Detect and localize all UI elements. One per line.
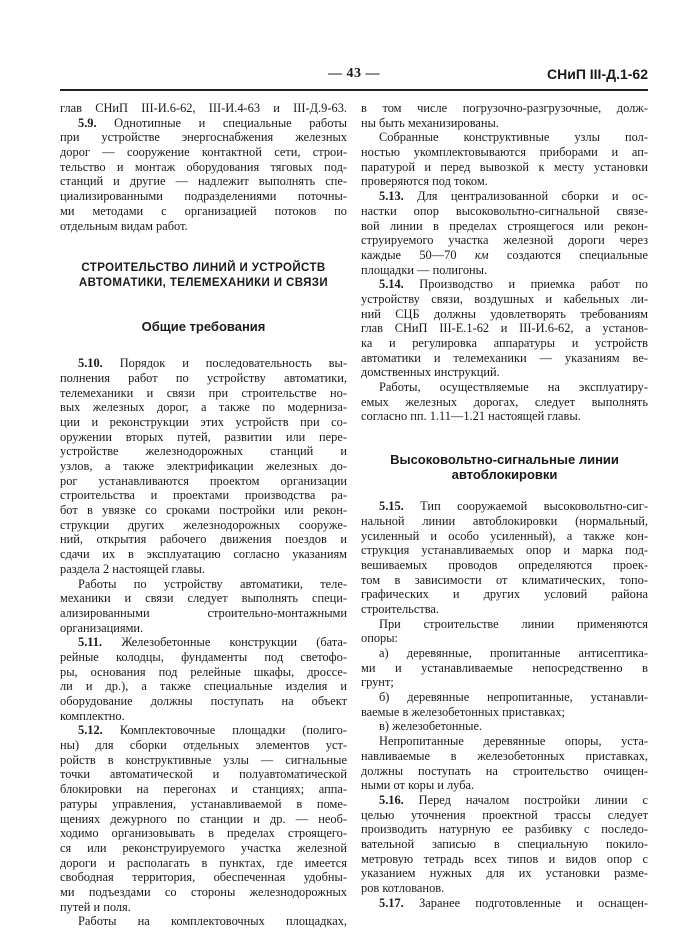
list-item: б) деревянные непропитанные, устанавли- ваемые в железобетонных приставках;: [361, 690, 648, 719]
document-code: СНиП III-Д.1-62: [547, 66, 648, 82]
subsection-heading: Общие требования: [141, 319, 266, 335]
paragraph-works-sites: Работы на комплектовочных площадках,: [78, 914, 347, 929]
paragraph-assembled-units: Собранные конструктивные узлы пол- ностью укомплектовываются приборами и ап- паратурой и перед вывозкой к месту установки проверяются под током.: [361, 130, 648, 189]
clause-number: 5.10.: [78, 356, 103, 371]
paragraph-5-16: 5.16. Перед началом постройки линии с целью уточнения проектной трассы следует производить натурную ее разбивку с последо- вательной записью в специальную покило- метровую тетрадь всех типов и видов опор с указанием нужных для их установки разме- ров котлованов.: [361, 792, 648, 895]
paragraph-5-11: 5.11. Железобетонные конструкции (бата- рейные колодцы, фундаменты под светофо- ры, основания под релейные шкафы, дроссе- ли и др.), а также специальные изделия и оборудование должны поступать на объект комплектно.: [60, 635, 347, 723]
list-item: а) деревянные, пропитанные антисептика- ми и устанавливаемые непосредственно в грунт;: [361, 646, 648, 690]
list-item: в) железобетонные.: [379, 719, 483, 734]
page-number: — 43 —: [328, 66, 380, 81]
right-column: [361, 101, 648, 910]
subsection-heading: Высоковольтно-сигнальные линии: [390, 452, 619, 468]
section-heading: АВТОМАТИКИ, ТЕЛЕМЕХАНИКИ И СВЯЗИ: [78, 277, 329, 290]
paragraph-5-13: 5.13. Для централизованной сборки и ос- настки опор высоковольтно-сигнальной связе- вой линии в пределах строящегося или рекон- струируемого участка железной дороги через каждые 50—70 км создаются специальные площадки — полигоны.: [361, 189, 648, 277]
unit-km: км: [474, 247, 489, 262]
paragraph-5-10: 5.10. Порядок и последовательность вы- полнения работ по устройству автоматики, телемеханики и связи при строительстве но- вых железных дорог, а также по модерниза- ции и реконструкции этих устройств при со- оружении вторых путей, развитии или пере- устройстве железнодорожных станций и узлов, а также электрификации железных до- рог устанавливаются проектом организации строительства и проектами производства ра- бот в увязке со сроками постройки или рекон- струкции других железнодорожных сооруже- ний, открытия рабочего движения поездов и сдачи их в эксплуатацию согласно указаниям раздела 2 настоящей главы.: [60, 356, 347, 576]
paragraph-operated-railways: Работы, осуществляемые на эксплуатиру- емых железных дорогах, следует выполнять согласно пп. 1.11—1.21 настоящей главы.: [361, 380, 648, 424]
section-heading: СТРОИТЕЛЬСТВО ЛИНИЙ И УСТРОЙСТВ: [81, 262, 326, 275]
page-header: [60, 58, 648, 92]
text-line: глав СНиП III-И.6-62, III-И.4-63 и III-Д.9-63.: [60, 101, 347, 115]
support-types-list: [361, 646, 648, 734]
paragraph-5-12: 5.12. Комплектовочные площадки (полиго- ны) для сборки отдельных элементов уст- ройств в конструктивные узлы — сигнальные точки автоматической и полуавтоматической блокировки на перегонах и станциях; аппа- ратуры управления, устанавливаемой в поме- щениях дежурного по станции и др. — необ- ходимо организовывать в пределах строящего- ся или реконструируемого участка железной дороги и располагать в пунктах, где имеется свободная территория, обеспеченная удобны- ми подъездами со стороны железнодорожных путей и поля.: [60, 723, 347, 914]
header-rule: [60, 89, 648, 91]
paragraph-5-9: 5.9. Однотипные и специальные работы при устройстве энергоснабжения железных дорог — сооружение контактной сети, строи- тельство и монтаж оборудования тяговых под- станций и другие — надлежит выполнять спе- циализированными подразделениями поточны- ми методами с организацией потоков по отдельным видам работ.: [60, 115, 347, 233]
paragraph-supports: При строительстве линии применяются опоры:: [361, 616, 648, 646]
clause-number: 5.9.: [78, 115, 97, 130]
paragraph-5-17: 5.17. Заранее подготовленные и оснащен-: [379, 895, 648, 910]
paragraph-continuation: в том числе погрузочно-разгрузочные, долж- ны быть механизированы.: [361, 101, 648, 130]
clause-number: 5.15.: [379, 499, 404, 514]
paragraph-5-14: 5.14. Производство и приемка работ по устройству связи, воздушных и кабельных ли- ний СЦБ должны удовлетворять требованиям глав СНиП III-Е.1-62 и III-И.6-62, а установ- ка и регулировка аппаратуры и устройств автоматики и телемеханики — указаниям ве- домственных инструкций.: [361, 277, 648, 380]
clause-number: 5.12.: [78, 723, 103, 738]
clause-number: 5.13.: [379, 189, 404, 204]
clause-number: 5.17.: [379, 895, 404, 910]
clause-number: 5.16.: [379, 792, 404, 807]
paragraph-nonimpregnated: Непропитанные деревянные опоры, уста- навливаемые в железобетонных приставках, должны поступать на строительство очищен- ными от коры и луба.: [361, 734, 648, 793]
paragraph-works-automation: Работы по устройству автоматики, теле- механики и связи следует выполнять специ- ализированными строительно-монтажными организациями.: [60, 576, 347, 635]
paragraph-5-15: 5.15. Тип сооружаемой высоковольтно-сиг- нальной линии автоблокировки (нормальный, усиленный и особо усиленный), а также кон- струкция устанавливаемых опор и марка под- вешиваемых проводов определяются проек- том в зависимости от климатических, топо- графических и других условий района строительства.: [361, 499, 648, 616]
subsection-heading: автоблокировки: [451, 467, 558, 483]
left-column: [60, 101, 347, 929]
clause-number: 5.14.: [379, 277, 404, 292]
clause-number: 5.11.: [78, 635, 103, 650]
